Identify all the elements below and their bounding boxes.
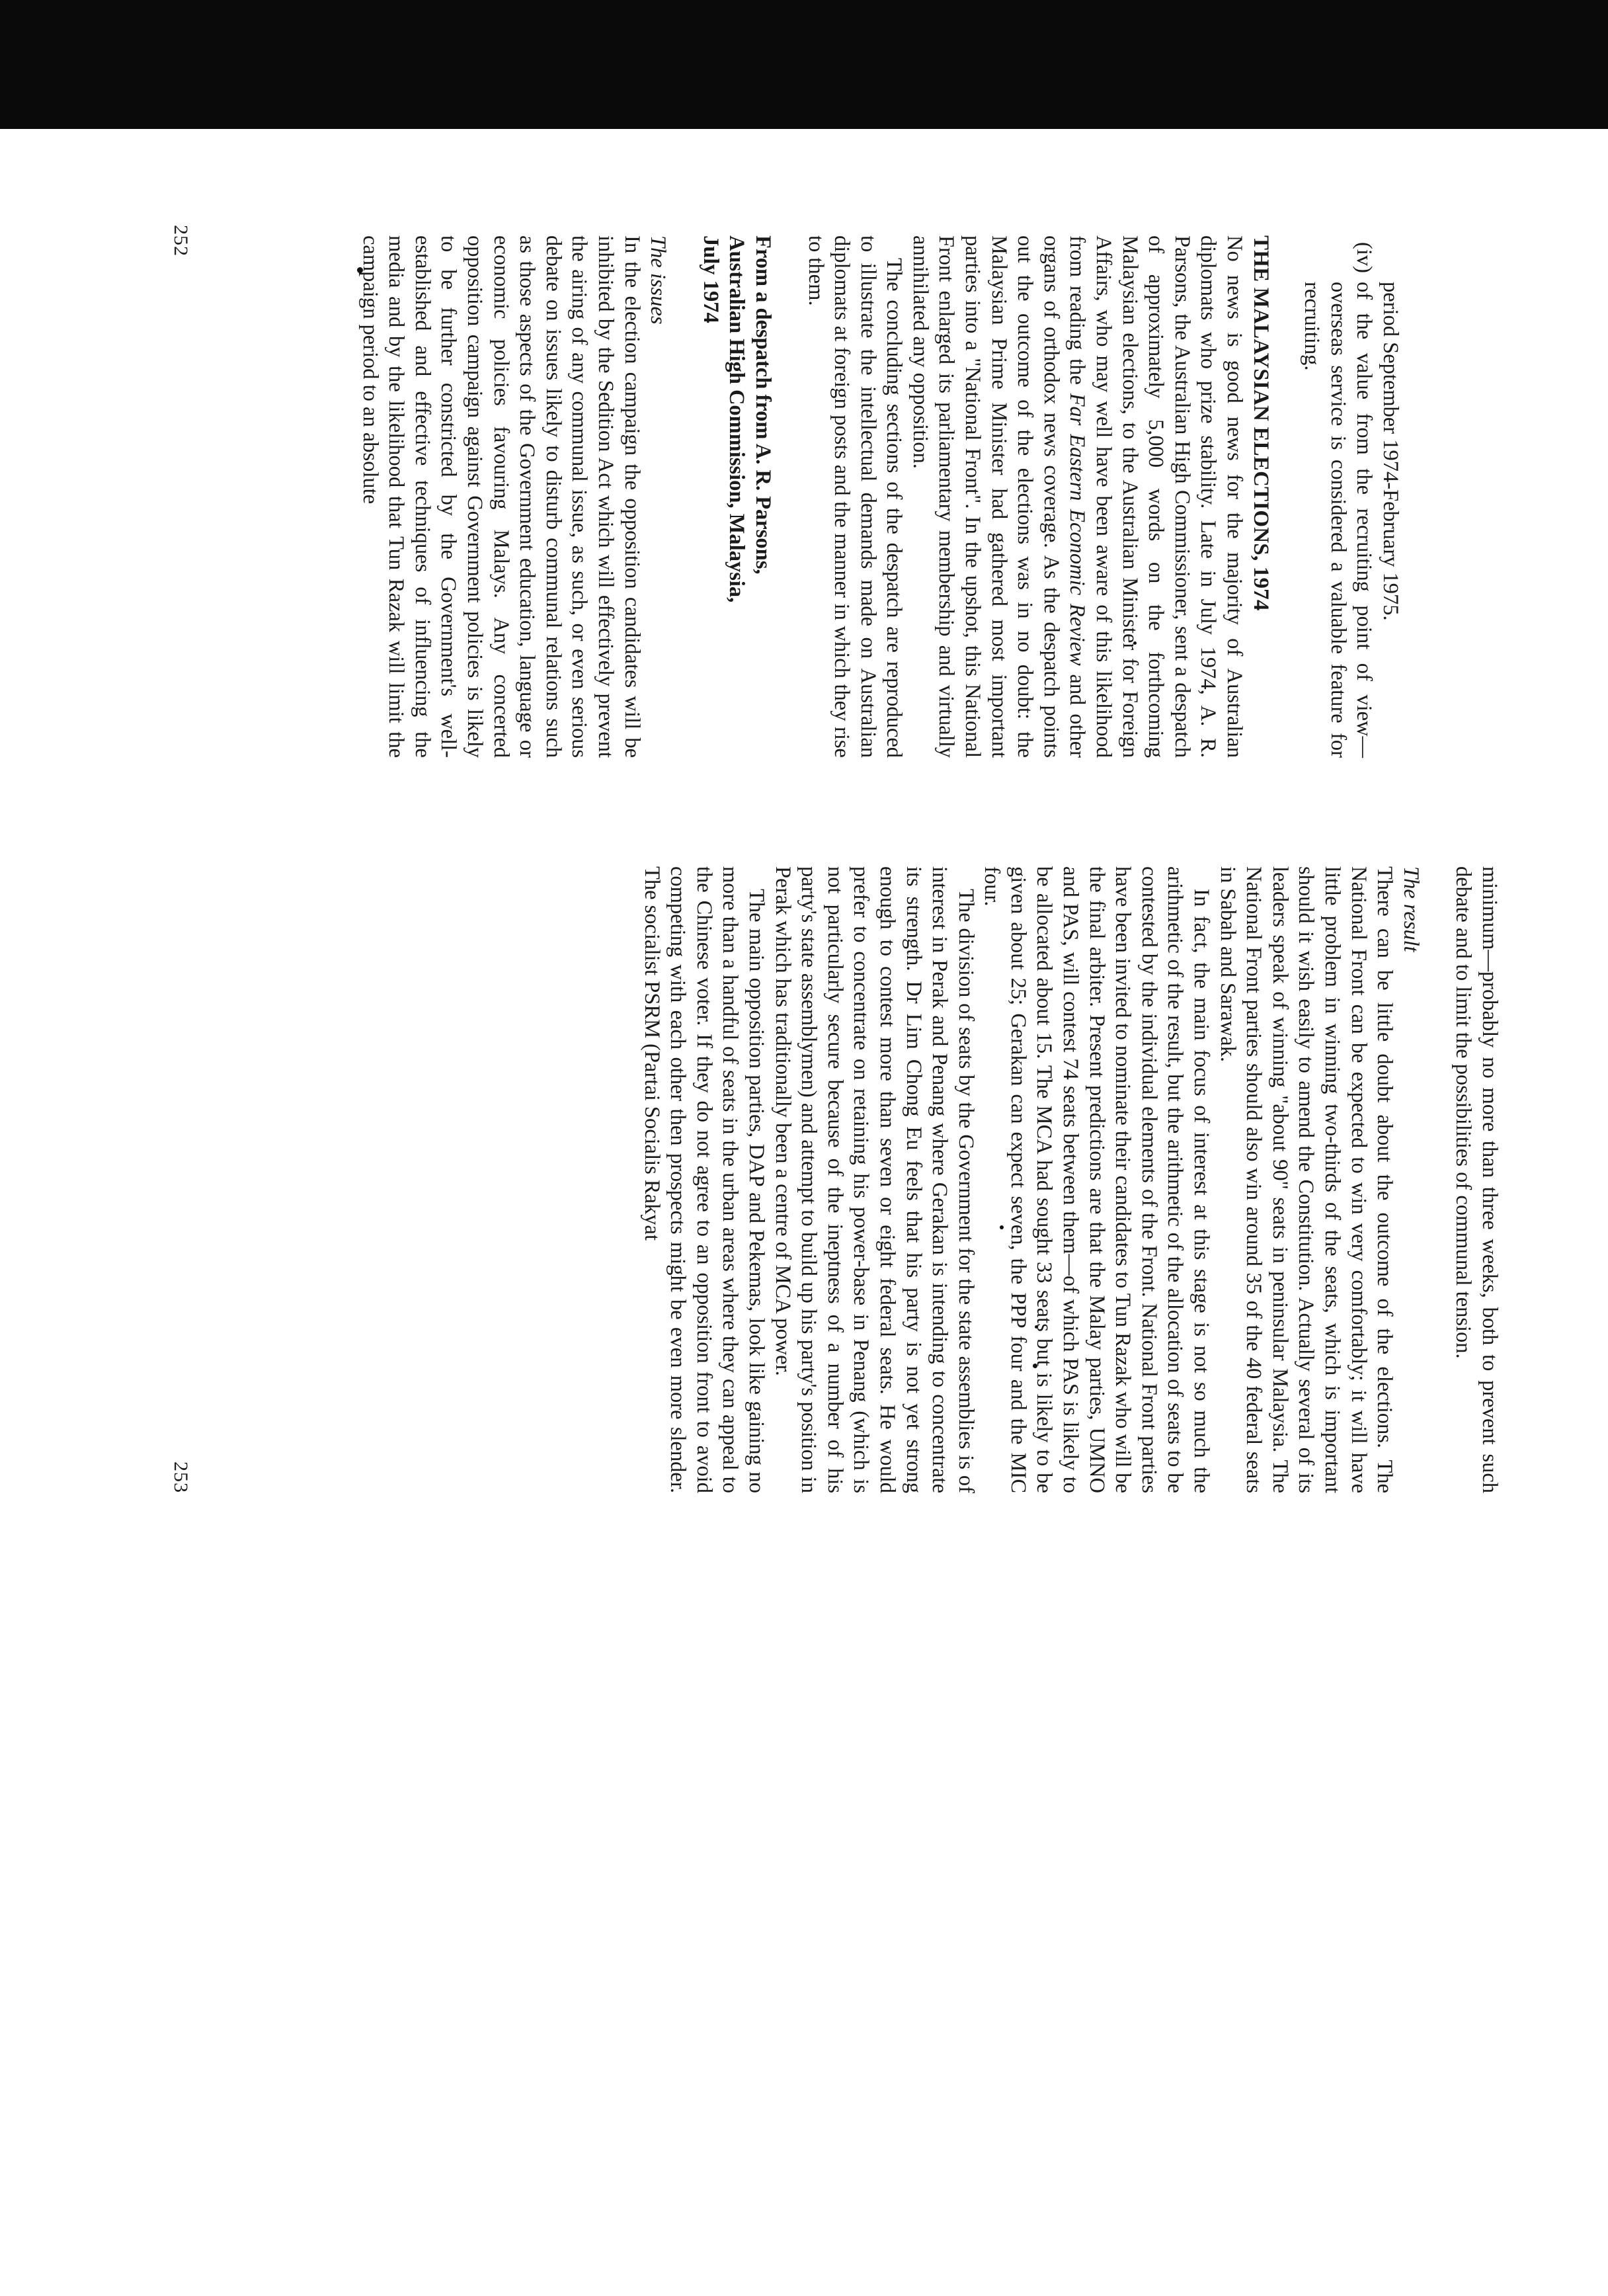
issues-heading: The issues: [646, 235, 670, 325]
folio-right: 253: [170, 1461, 192, 1493]
article-heading: THE MALAYSIAN ELECTIONS, 1974: [1248, 235, 1273, 611]
list-continuation: period September 1974-February 1975.: [1379, 282, 1402, 621]
journal-title: Far Eastern Economic Review: [1065, 393, 1090, 666]
result-paragraph-1: There can be little doubt about the outcome of the elections. The National Front can be expected to win very comfortably; it will have little problem in winning two-thirds of the seats, which is important should it wish easily to amend the Constitution. Actually several of its leaders speak of winning "about 90" seats in peninsular Malaysia. The National Front parties should also win around 35 of the 40 federal seats in Sabah and Sarawak.: [1215, 866, 1397, 1493]
list-item-iv: [1299, 235, 1377, 758]
right-page-column: [638, 866, 1502, 1493]
issues-paragraph: In the election campaign the opposition candidates will be inhibited by the Sedition Act which will effectively prevent the airing of any communal issue, as such, or even serious debate on issues likely to disturb communal relations such as those aspects of the Government education, language or economic policies favouring Malays. Any concerted opposition campaign against Government policies is likely to be further constricted by the Government's well-established and effective techniques of influencing the media and by the likelihood that Tun Razak will limit the campaign period to an absolute: [358, 235, 644, 758]
despatch-attribution: [697, 235, 776, 758]
result-paragraph-2: In fact, the main focus of interest at this stage is not so much the arithmetic of the result, but the arithmetic of the allocation of seats to be contested by the individual elements of the Front. National Front parties have been invited to nominate their candidates to Tun Razak who will be the final arbiter. Present predictions are that the Malay parties, UMNO and PAS, will contest 74 seats between them—of which PAS is likely to be allocated about 15. The MCA had sought 33 seats but is likely to be given about 25; Gerakan can expect seven, the PPP four and the MIC four.: [980, 866, 1214, 1493]
intro-paragraph-1: [906, 235, 1247, 758]
continuation-paragraph: minimum—probably no more than three weeks, both to prevent such debate and to limit the possibilities of communal tension.: [1451, 866, 1502, 1493]
list-item-text: of the value from the recruiting point of view—overseas service is considered a valuable feature for recruiting.: [1300, 282, 1377, 758]
result-paragraph-3: The division of seats by the Government for the state assemblies is of interest in Perak and Penang where Gerakan is intending to concentrate its strength. Dr Lim Chong Eu feels that his party is not yet strong enough to contest more than seven or eight federal seats. He would prefer to concentrate on retaining his power-base in Penang (which is not particularly secure because of the ineptness of a number of his party's state assemblymen) and attempt to build up his party's position in Perak which has traditionally been a centre of MCA power.: [770, 866, 978, 1493]
despatch-line-1: From a despatch from A. R. Parsons,: [750, 235, 775, 575]
result-heading: The result: [1398, 866, 1423, 952]
despatch-line-2: Australian High Commission, Malaysia,: [725, 235, 749, 603]
intro-paragraph-2: The concluding sections of the despatch are reproduced to illustrate the intellectual demands made on Australian diplomats at foreign posts and the manner in which they rise to them.: [803, 235, 906, 758]
list-item-label: (iv): [1352, 242, 1377, 273]
despatch-line-3: July 1974: [698, 235, 723, 323]
folio-left: 252: [170, 225, 192, 257]
intro-text-b: and other organs of orthodox news coverage. As the despatch points out the outcome of the elections was in no doubt: the Malaysian Prime Minister had gathered most important parties into a "National Front". In the upshot, this National Front enlarged its parliamentary membership and virtually annihilated any opposition.: [908, 235, 1090, 758]
result-paragraph-4: The main opposition parties, DAP and Pekemas, look like gaining no more than a handful of seats in the urban areas where they can appeal to the Chinese voter. If they do not agree to an opposition front to avoid competing with each other then prospects might be even more slender. The socialist PSRM (Partai Socialis Rakyat: [639, 866, 768, 1493]
left-page-column: [356, 235, 1403, 758]
intro-text-a: No news is good news for the majority of Australian diplomats who prize stability. Late in July 1974, A. R. Parsons, the Australian High Commissioner, sent a despatch of approximately 5,000 words on the forthcoming Malaysian elections, to the Australian Minister for Foreign Affairs, who may well have been aware of this likelihood from reading the: [1065, 235, 1247, 758]
